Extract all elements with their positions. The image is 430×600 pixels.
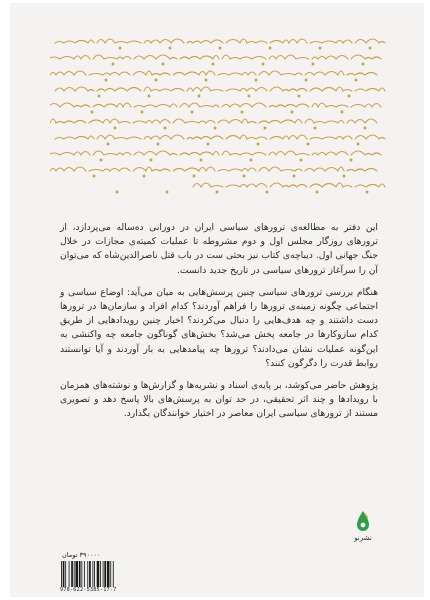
calligraphy-dot: [257, 143, 259, 145]
calligraphy-dot: [255, 79, 257, 81]
barcode-bar: [63, 561, 65, 587]
calligraphy-dot: [307, 143, 309, 145]
barcode-bar: [103, 561, 104, 587]
calligraphy-dot: [314, 127, 316, 129]
calligraphy-dot: [169, 47, 171, 49]
calligraphy-dot: [141, 111, 143, 113]
calligraphy-dot: [355, 79, 357, 81]
calligraphy-dot: [348, 95, 350, 97]
calligraphy-dot: [155, 79, 157, 81]
calligraphy-dot: [362, 63, 364, 65]
calligraphy-dot: [364, 127, 366, 129]
calligraphy-dot: [214, 127, 216, 129]
calligraphy-dot: [107, 143, 109, 145]
description-paragraph: هنگام بررسی ترورهای سیاسی چنین پرسش‌هایی به میان می‌آید: اوضاع سیاسی و اجتماعی چگونه زمینه‌ی ترورها را فراهم آوردند؟ کدام افراد و سازمان‌ها در ترورها دست داشتند و چه هدف‌هایی را دنبال می‌کردند؟ اخبار چنین رویدادهایی از طریق کدام سازوکارها در جامعه پخش می‌شد؟ بخش‌های گوناگون جامعه چه واکنشی به این‌گونه عملیات نشان می‌دادند؟ ترورها چه پیامدهایی به بار آوردند و آیا توانستند روابط قدرت را دگرگون کنند؟: [60, 286, 378, 369]
publisher-logo: [351, 510, 375, 556]
barcode-bar: [87, 561, 88, 587]
barcode-bar: [113, 561, 114, 587]
calligraphy-dot: [241, 111, 243, 113]
calligraphy-dot: [157, 143, 159, 145]
barcode-bar: [74, 561, 75, 587]
calligraphy-dot: [357, 143, 359, 145]
calligraphy-dot: [166, 191, 168, 193]
calligraphy-dot: [207, 143, 209, 145]
calligraphy-stroke: [52, 135, 385, 139]
calligraphy-stroke: [50, 119, 377, 123]
price-label: ۳۹۰۰۰۰ تومان: [62, 551, 101, 559]
calligraphy-dot: [205, 79, 207, 81]
calligraphy-dot: [93, 175, 95, 177]
calligraphy-stroke: [50, 167, 377, 171]
calligraphy-dot: [248, 95, 250, 97]
barcode-bar: [100, 561, 101, 587]
calligraphy-dot: [198, 95, 200, 97]
back-cover: [10, 3, 424, 597]
calligraphy-stroke: [50, 151, 381, 155]
calligraphy-stroke: [50, 71, 377, 75]
drop-logo-icon: [356, 510, 370, 532]
calligraphy-dot: [369, 47, 371, 49]
calligraphy-dot: [191, 111, 193, 113]
calligraphy-dot: [312, 63, 314, 65]
calligraphy-dot: [112, 63, 114, 65]
barcode: [60, 561, 132, 587]
isbn-number: 978-622-5385-17-7: [60, 587, 117, 593]
barcode-bar: [65, 561, 66, 587]
calligraphy-dot: [219, 47, 221, 49]
calligraphy-stroke: [193, 183, 385, 187]
calligraphy-dot: [200, 159, 202, 161]
barcode-bar: [61, 561, 62, 587]
calligraphy-dot: [148, 95, 150, 97]
calligraphy-dot: [143, 175, 145, 177]
calligraphy-dot: [98, 95, 100, 97]
barcode-bar: [84, 561, 85, 587]
calligraphy-dot: [243, 175, 245, 177]
calligraphy-dot: [343, 175, 345, 177]
barcode-bar: [104, 561, 106, 587]
barcode-bar: [110, 561, 111, 587]
calligraphy-dot: [305, 79, 307, 81]
calligraphy-dot: [216, 191, 218, 193]
calligraphy-dot: [366, 191, 368, 193]
calligraphy-dot: [293, 175, 295, 177]
barcode-bar: [79, 561, 81, 587]
barcode-bar: [69, 561, 70, 587]
calligraphy-dot: [250, 159, 252, 161]
calligraphy-dot: [150, 159, 152, 161]
barcode-bar: [92, 561, 93, 587]
calligraphy-dot: [291, 111, 293, 113]
barcode-bar: [71, 561, 73, 587]
description-paragraph: پژوهش حاضر می‌کوشد، بر پایه‌ی اسناد و نشریه‌ها و گزارش‌ها و نوشته‌های همزمان با رویدادها و چند اثر تحقیقی، در حد توان به پرسش‌های بالا پاسخ دهد و تصویری مستند از ترورهای سیاسی ایران معاصر در اختیار خوانندگان بگذارد.: [60, 380, 378, 420]
calligraphy-stroke: [50, 103, 381, 107]
calligraphy-dot: [350, 159, 352, 161]
barcode-bar: [107, 561, 110, 587]
barcode-bar: [81, 561, 82, 587]
calligraphy-dot: [164, 127, 166, 129]
calligraphy-stroke: [50, 55, 381, 59]
calligraphy-dot: [116, 191, 118, 193]
calligraphy-dot: [212, 63, 214, 65]
calligraphy-dot: [262, 63, 264, 65]
barcode-bar: [89, 561, 91, 587]
description-paragraph: این دفتر به مطالعه‌ی ترورهای سیاسی ایران در دورانی ده‌ساله می‌پردازد، از ترورهای روزگار مجلس اول و دوم مشروطه تا عملیات کمیته‌ی مجازات در خلال جنگ جهانی اول. دیباچه‌ی کتاب نیز بحثی ست در باب قتل ناصرالدین‌شاه که می‌توان آن را سرآغاز ترورهای سیاسی در تاریخ جدید دانست.: [60, 222, 378, 276]
barcode-bar: [75, 561, 78, 587]
calligraphy-dot: [264, 127, 266, 129]
calligraphy-dot: [300, 159, 302, 161]
calligraphy-dot: [269, 47, 271, 49]
calligraphy-dot: [105, 79, 107, 81]
calligraphy-dot: [100, 159, 102, 161]
barcode-bar: [97, 561, 100, 587]
calligraphy-script-icon: [50, 33, 390, 203]
barcode-bar: [94, 561, 95, 587]
calligraphy-stroke: [52, 87, 385, 91]
description-text: [60, 221, 378, 430]
calligraphy-dot: [341, 111, 343, 113]
calligraphy-dot: [266, 191, 268, 193]
calligraphy-dot: [114, 127, 116, 129]
calligraphy-dot: [316, 191, 318, 193]
calligraphy-dot: [119, 47, 121, 49]
calligraphy-dot: [319, 47, 321, 49]
calligraphy-dot: [193, 175, 195, 177]
calligraphy-dot: [162, 63, 164, 65]
calligraphy-dot: [91, 111, 93, 113]
calligraphy-stroke: [52, 39, 385, 43]
publisher-name: نشرنو: [354, 534, 372, 542]
calligraphy-dot: [298, 95, 300, 97]
barcode-icon: [60, 561, 132, 587]
calligraphy-image: [50, 33, 390, 203]
